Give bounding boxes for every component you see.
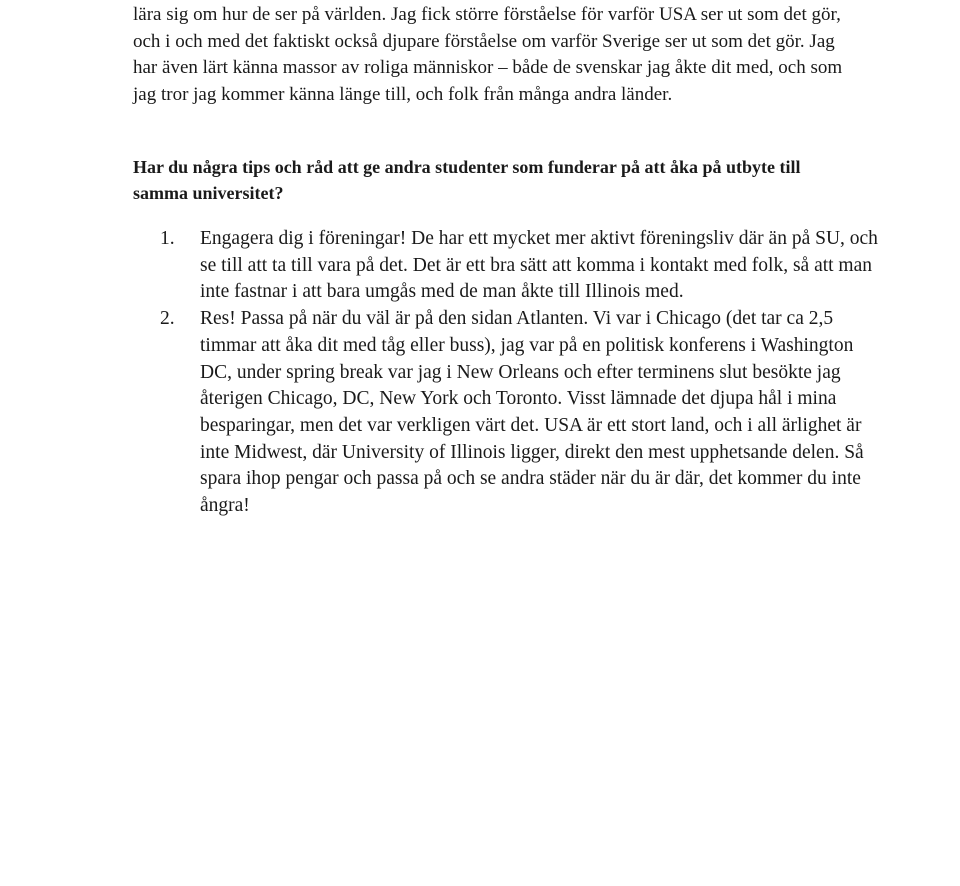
tip-line: spara ihop pengar och passa på och se andra städer när du är där, det kommer du inte <box>200 468 861 490</box>
question-heading <box>133 154 953 206</box>
tip-line: se till att ta till vara på det. Det är ett bra sätt att komma i kontakt med folk, så att man <box>200 254 873 276</box>
question-line: Har du några tips och råd att ge andra studenter som funderar på att åka på utbyte till <box>133 157 801 177</box>
tip-line: Engagera dig i föreningar! De har ett mycket mer aktivt föreningsliv där än på SU, och <box>200 228 878 249</box>
intro-line: jag tror jag kommer känna länge till, och folk från många andra länder. <box>133 83 673 105</box>
question-line: samma universitet? <box>133 183 284 203</box>
tip-line: inte fastnar i att bara umgås med de man åkte till Illinois med. <box>200 281 684 303</box>
tip-item-2 <box>133 306 958 520</box>
intro-line: lära sig om hur de ser på världen. Jag fick större förståelse för varför USA ser ut som det gör, <box>133 4 841 25</box>
tip-number: 1. <box>160 228 175 249</box>
tip-line: inte Midwest, där University of Illinois ligger, direkt den mest upphetsande delen. Så <box>200 441 864 463</box>
tip-line: Res! Passa på när du väl är på den sidan Atlanten. Vi var i Chicago (det tar ca 2,5 <box>200 308 834 330</box>
tip-item-1 <box>133 226 958 306</box>
intro-line: har även lärt känna massor av roliga människor – både de svenskar jag åkte dit med, och som <box>133 57 843 78</box>
tip-line: besparingar, men det var verkligen värt det. USA är ett stort land, och i all ärlighet är <box>200 414 862 436</box>
tip-line: DC, under spring break var jag i New Orleans och efter terminens slut besökte jag <box>200 361 841 383</box>
intro-line: och i och med det faktiskt också djupare förståelse om varför Sverige ser ut som det gör. Jag <box>133 30 835 52</box>
intro-paragraph <box>133 2 953 108</box>
tip-number: 2. <box>160 308 175 330</box>
tip-line: timmar att åka dit med tåg eller buss), jag var på en politisk konferens i Washington <box>200 334 854 356</box>
tips-list <box>133 226 958 520</box>
tip-line: ångra! <box>200 495 250 517</box>
tip-line: återigen Chicago, DC, New York och Toronto. Visst lämnade det djupa hål i mina <box>200 388 837 410</box>
